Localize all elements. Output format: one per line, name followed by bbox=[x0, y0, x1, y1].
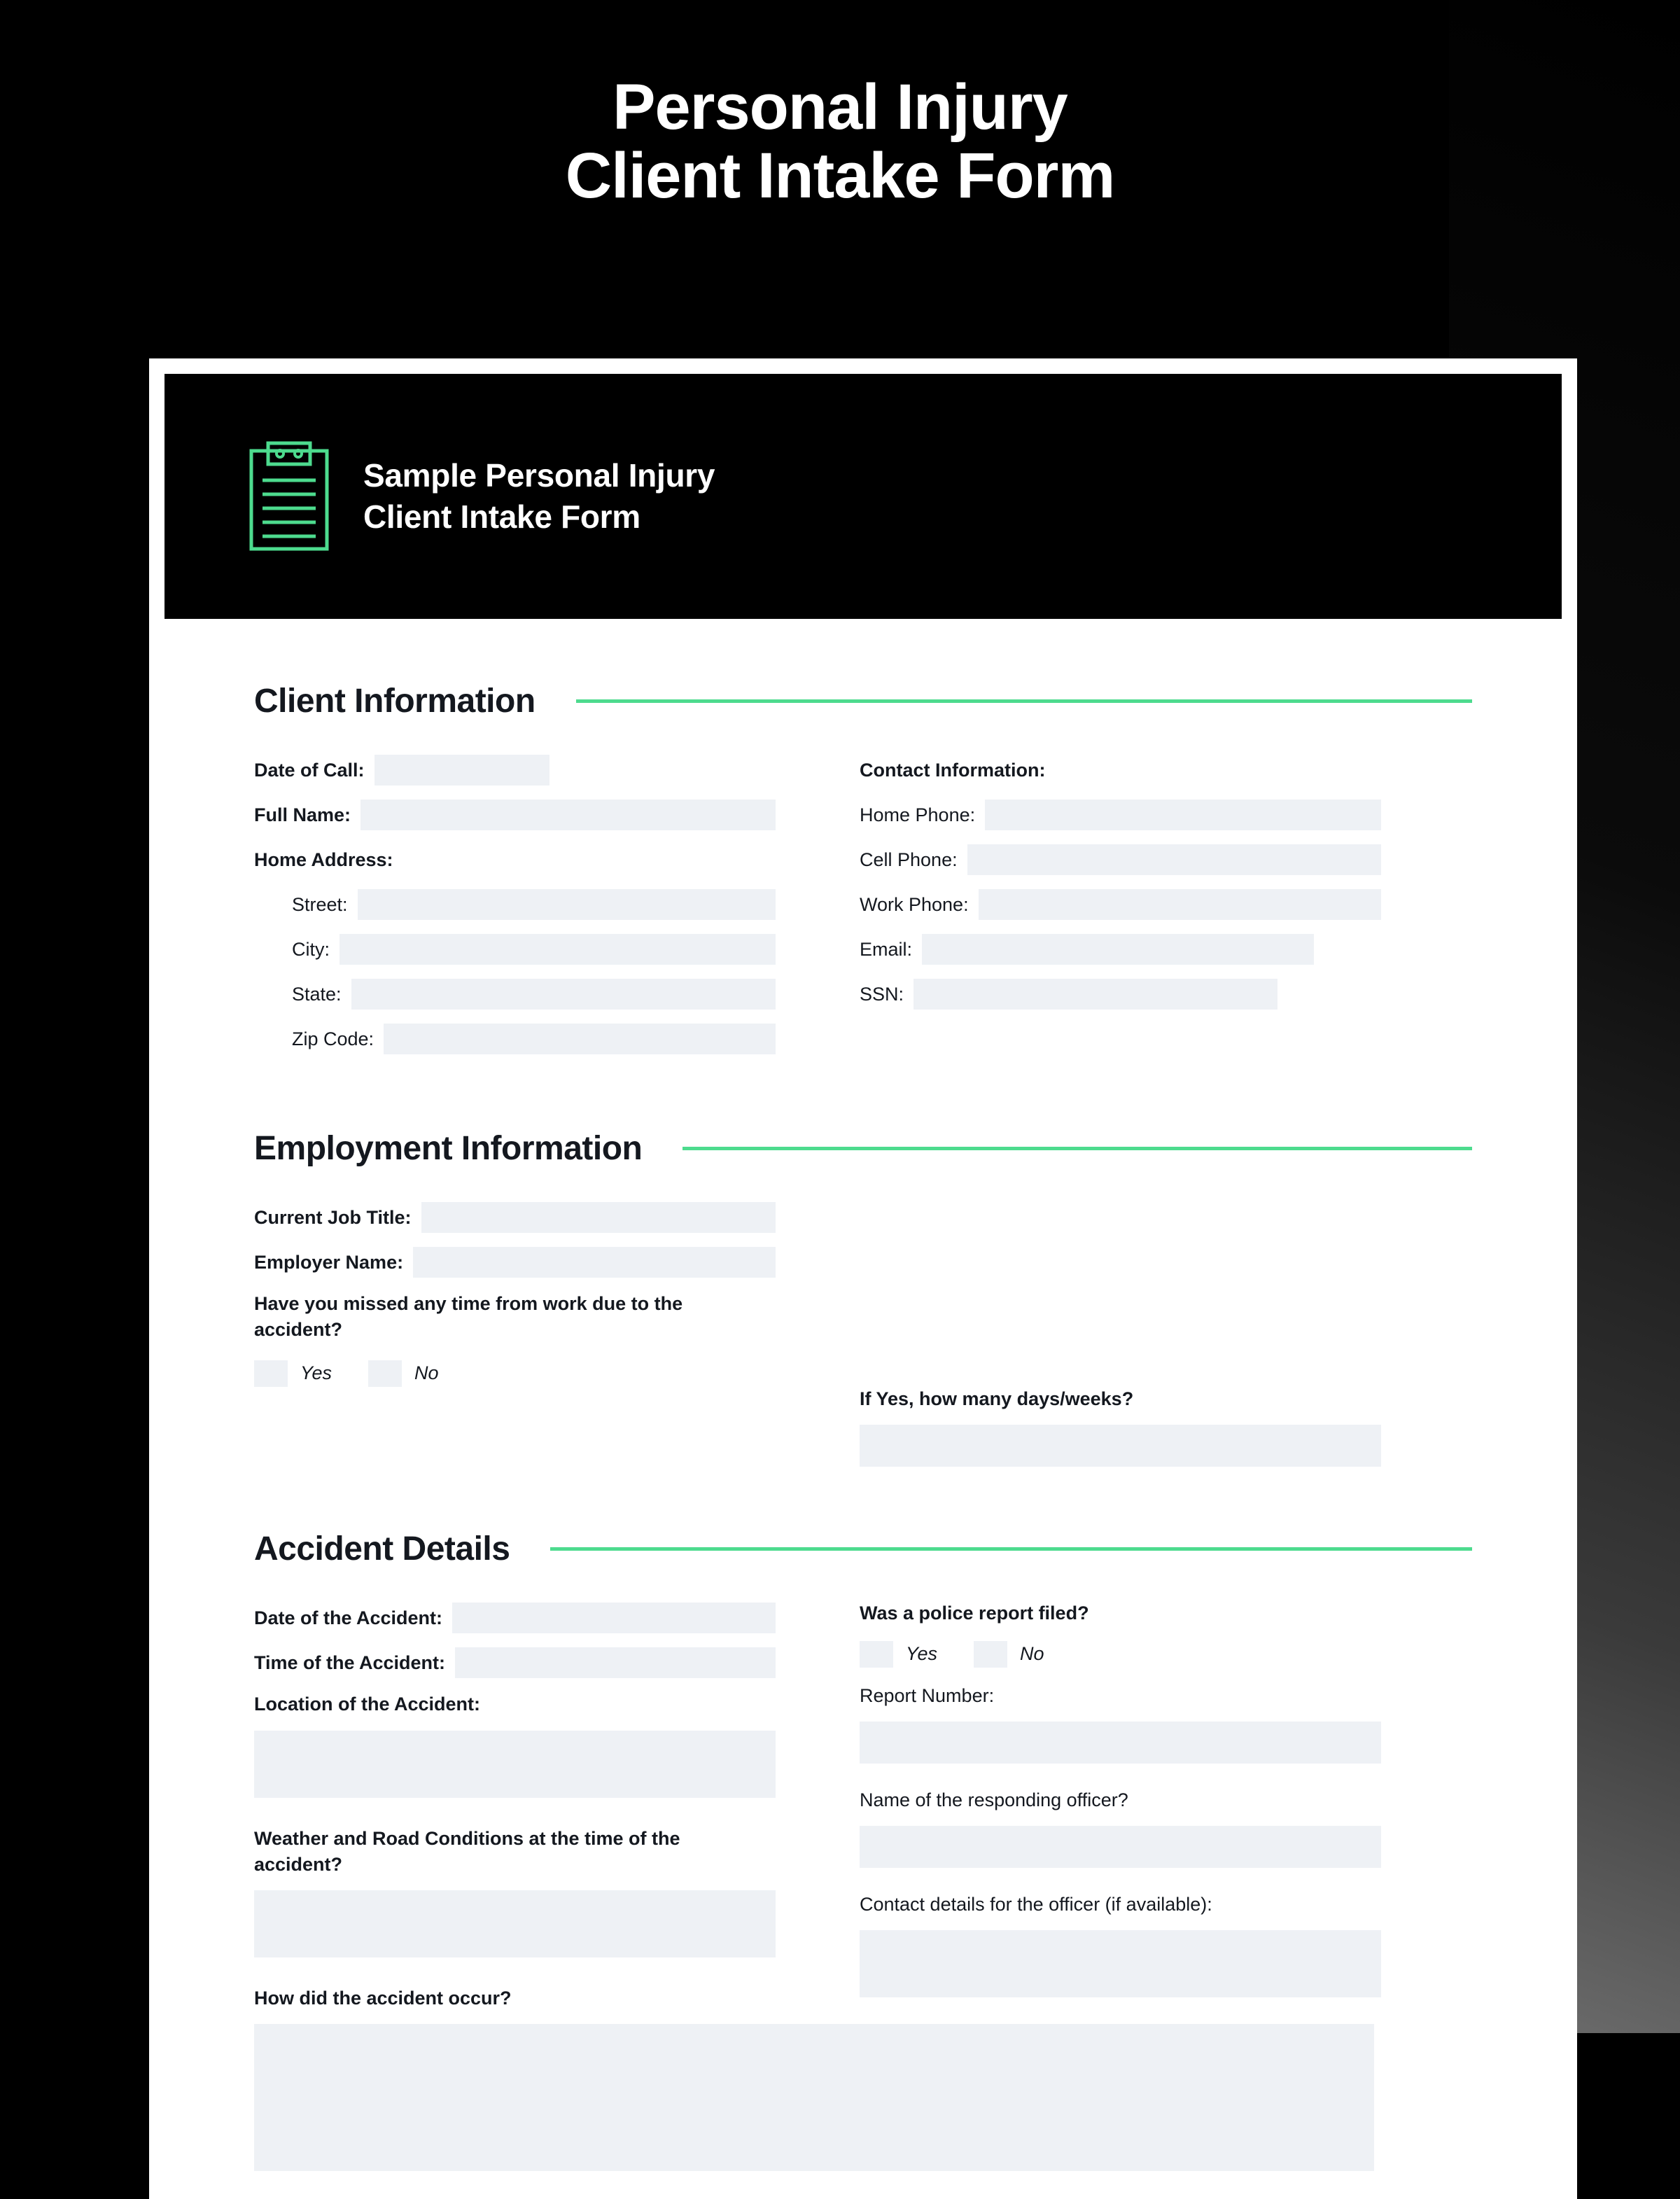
label-how-did-accident-occur: How did the accident occur? bbox=[254, 1988, 512, 2009]
label-report-number: Report Number: bbox=[860, 1684, 995, 1706]
input-if-yes-days-weeks[interactable] bbox=[860, 1425, 1381, 1467]
label-missed-time-no: No bbox=[414, 1362, 439, 1383]
client-information-columns bbox=[254, 753, 1472, 1066]
document-header-title-line-1: Sample Personal Injury bbox=[363, 457, 715, 494]
checkbox-police-report-yes[interactable] bbox=[860, 1641, 893, 1668]
input-date-of-accident[interactable] bbox=[452, 1603, 776, 1633]
label-date-of-accident: Date of the Accident: bbox=[254, 1607, 443, 1628]
section-title-employment-information: Employment Information bbox=[254, 1130, 643, 1167]
police-report-yes-no-group bbox=[860, 1641, 1381, 1668]
field-row-zip-code bbox=[254, 1021, 776, 1056]
document-header-title-line-2: Client Intake Form bbox=[363, 498, 640, 535]
field-row-full-name bbox=[254, 797, 776, 832]
field-row-current-job-title bbox=[254, 1200, 776, 1235]
input-current-job-title[interactable] bbox=[421, 1202, 776, 1233]
field-row-date-of-call bbox=[254, 753, 776, 788]
input-employer-name[interactable] bbox=[413, 1247, 776, 1278]
input-officer-contact[interactable] bbox=[860, 1930, 1381, 1997]
section-divider bbox=[550, 1547, 1472, 1551]
section-title-accident-details: Accident Details bbox=[254, 1530, 510, 1568]
label-zip-code: Zip Code: bbox=[292, 1028, 374, 1049]
label-work-phone: Work Phone: bbox=[860, 893, 969, 915]
label-missed-time-yes: Yes bbox=[300, 1362, 332, 1383]
field-row-ssn bbox=[860, 977, 1381, 1012]
input-full-name[interactable] bbox=[360, 800, 776, 830]
input-weather-road-conditions[interactable] bbox=[254, 1890, 776, 1957]
employment-information-left-column bbox=[254, 1200, 776, 1467]
label-full-name: Full Name: bbox=[254, 804, 351, 825]
spacer bbox=[860, 1200, 1381, 1375]
input-date-of-call[interactable] bbox=[374, 755, 550, 786]
label-cell-phone: Cell Phone: bbox=[860, 849, 958, 870]
accident-details-columns bbox=[254, 1600, 1472, 2171]
page-title bbox=[0, 0, 1680, 210]
section-divider bbox=[682, 1147, 1472, 1150]
input-cell-phone[interactable] bbox=[967, 844, 1381, 875]
input-location-of-accident[interactable] bbox=[254, 1731, 776, 1798]
checkbox-missed-time-no[interactable] bbox=[368, 1360, 402, 1387]
label-responding-officer: Name of the responding officer? bbox=[860, 1789, 1128, 1810]
document-header bbox=[164, 374, 1562, 619]
label-police-report-yes: Yes bbox=[906, 1643, 938, 1664]
field-row-street bbox=[254, 887, 776, 922]
input-street[interactable] bbox=[358, 889, 776, 920]
label-state: State: bbox=[292, 983, 342, 1005]
label-home-phone: Home Phone: bbox=[860, 804, 976, 825]
client-information-right-column bbox=[860, 753, 1381, 1066]
checkbox-missed-time-yes[interactable] bbox=[254, 1360, 288, 1387]
label-ssn: SSN: bbox=[860, 983, 904, 1005]
label-city: City: bbox=[292, 938, 330, 960]
input-state[interactable] bbox=[351, 979, 776, 1010]
clipboard-icon bbox=[248, 441, 330, 552]
label-street: Street: bbox=[292, 893, 348, 915]
label-time-of-accident: Time of the Accident: bbox=[254, 1652, 446, 1673]
field-row-home-phone bbox=[860, 797, 1381, 832]
checkbox-police-report-no[interactable] bbox=[974, 1641, 1007, 1668]
input-work-phone[interactable] bbox=[979, 889, 1381, 920]
accident-details-left-column bbox=[254, 1600, 776, 2171]
label-current-job-title: Current Job Title: bbox=[254, 1206, 412, 1228]
field-row-home-address bbox=[254, 842, 776, 877]
input-report-number[interactable] bbox=[860, 1722, 1381, 1764]
section-divider bbox=[576, 699, 1472, 703]
label-weather-road-conditions: Weather and Road Conditions at the time of the accident? bbox=[254, 1827, 680, 1875]
field-row-city bbox=[254, 932, 776, 967]
field-row-email bbox=[860, 932, 1381, 967]
label-police-report-question: Was a police report filed? bbox=[860, 1603, 1089, 1624]
input-home-phone[interactable] bbox=[985, 800, 1381, 830]
client-information-left-column bbox=[254, 753, 776, 1066]
label-date-of-call: Date of Call: bbox=[254, 759, 365, 781]
accident-details-right-column bbox=[860, 1600, 1381, 2171]
field-row-work-phone bbox=[860, 887, 1381, 922]
label-employer-name: Employer Name: bbox=[254, 1251, 404, 1273]
section-header-accident-details bbox=[254, 1530, 1472, 1568]
input-city[interactable] bbox=[340, 934, 776, 965]
missed-time-yes-no-group bbox=[254, 1360, 776, 1387]
field-row-contact-information bbox=[860, 753, 1381, 788]
input-email[interactable] bbox=[922, 934, 1314, 965]
field-row-date-of-accident bbox=[254, 1600, 776, 1635]
section-header-employment-information bbox=[254, 1129, 1472, 1168]
input-time-of-accident[interactable] bbox=[455, 1647, 776, 1678]
section-header-client-information bbox=[254, 682, 1472, 720]
document-header-title bbox=[363, 455, 715, 538]
input-responding-officer[interactable] bbox=[860, 1826, 1381, 1868]
employment-information-right-column bbox=[860, 1200, 1381, 1467]
page-title-line-2: Client Intake Form bbox=[565, 139, 1115, 211]
input-ssn[interactable] bbox=[913, 979, 1278, 1010]
label-missed-time-question: Have you missed any time from work due to the accident? bbox=[254, 1293, 683, 1341]
label-email: Email: bbox=[860, 938, 913, 960]
label-contact-information: Contact Information: bbox=[860, 759, 1046, 781]
field-row-state bbox=[254, 977, 776, 1012]
field-row-time-of-accident bbox=[254, 1645, 776, 1680]
page-title-line-1: Personal Injury bbox=[612, 71, 1068, 143]
label-police-report-no: No bbox=[1020, 1643, 1044, 1664]
label-location-of-accident: Location of the Accident: bbox=[254, 1694, 480, 1715]
input-zip-code[interactable] bbox=[384, 1024, 776, 1054]
field-row-employer-name bbox=[254, 1245, 776, 1280]
field-row-cell-phone bbox=[860, 842, 1381, 877]
employment-information-columns bbox=[254, 1200, 1472, 1467]
label-if-yes-days-weeks: If Yes, how many days/weeks? bbox=[860, 1388, 1134, 1409]
document-sheet bbox=[149, 358, 1577, 2199]
label-home-address: Home Address: bbox=[254, 849, 393, 870]
label-officer-contact: Contact details for the officer (if available): bbox=[860, 1894, 1212, 1915]
section-title-client-information: Client Information bbox=[254, 683, 536, 720]
